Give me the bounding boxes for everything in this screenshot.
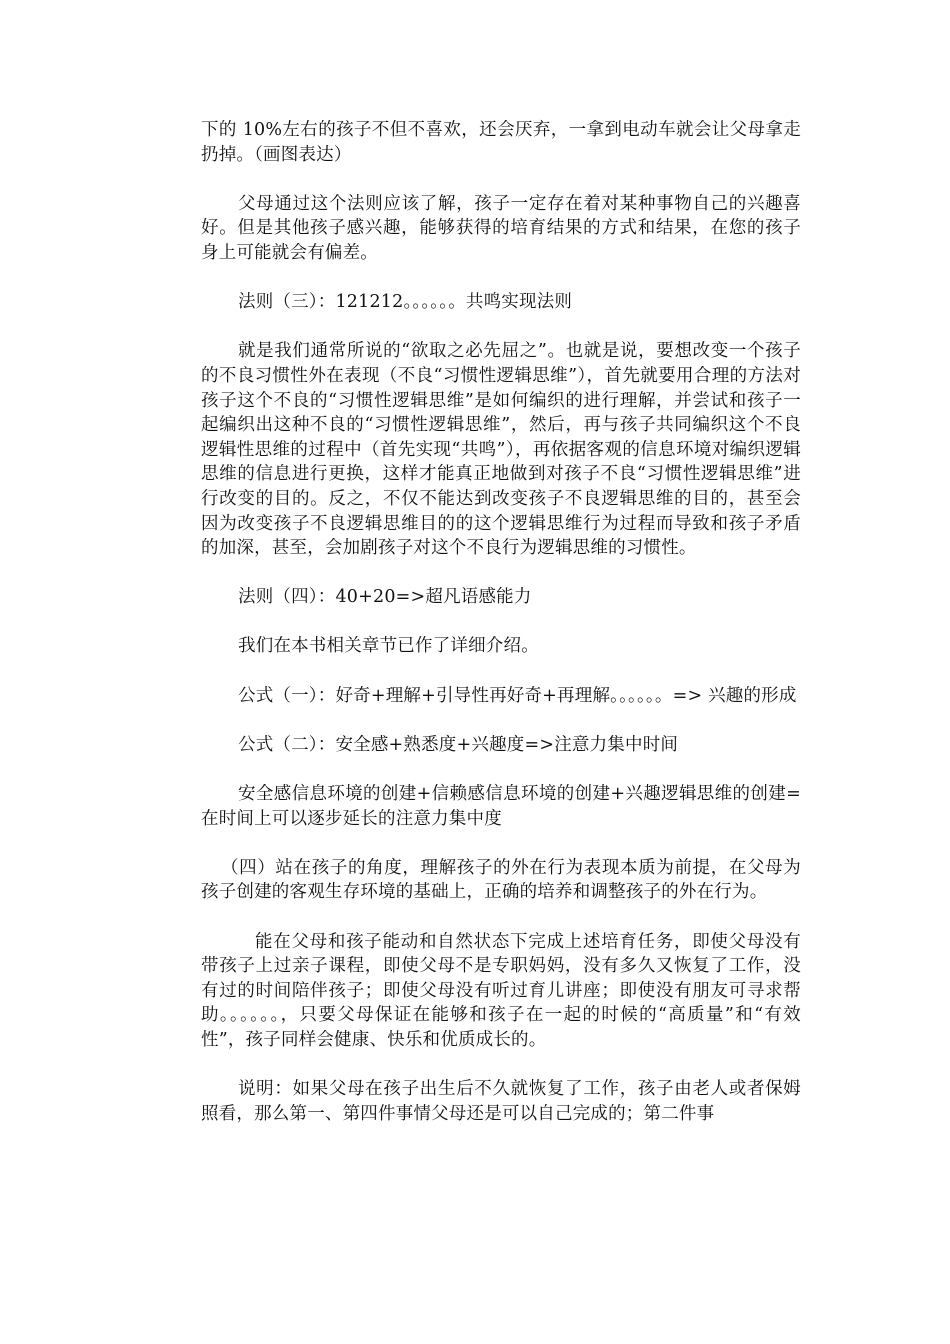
document-body xyxy=(201,118,801,1151)
paragraph-rule-understanding: 父母通过这个法则应该了解，孩子一定存在着对某种事物自己的兴趣喜好。但是其他孩子感兴趣，能够获得的培育结果的方式和结果，在您的孩子身上可能就会有偏差。 xyxy=(201,193,801,263)
paragraph-note: 说明：如果父母在孩子出生后不久就恢复了工作，孩子由老人或者保姆照看，那么第一、第四件事情父母还是可以自己完成的；第二件事 xyxy=(201,1079,801,1124)
paragraph-quality-time: 能在父母和孩子能动和自然状态下完成上述培育任务，即使父母没有带孩子上过亲子课程，即使父母不是专职妈妈，没有多久又恢复了工作，没有过的时间陪伴孩子；即使父母没有听过育儿讲座；即使没有朋友可寻求帮助。。。。。。，只要父母保证在能够和孩子在一起的时候的“高质量”和“有效性”，孩子同样会健康、快乐和优质成长的。 xyxy=(201,931,801,1050)
formula-two: 公式（二）：安全感+熟悉度+兴趣度=>注意力集中时间 xyxy=(238,734,679,755)
paragraph-book-reference: 我们在本书相关章节已作了详细介绍。 xyxy=(238,636,539,657)
heading-rule-three: 法则（三）：121212。。。。。。共鸣实现法则 xyxy=(238,292,573,313)
formula-one: 公式（一）：好奇+理解+引导性再好奇+再理解。。。。。。=> 兴趣的形成 xyxy=(238,685,797,706)
paragraph-continuation: 下的 10%左右的孩子不但不喜欢，还会厌弃，一拿到电动车就会让父母拿走扔掉。（画图表达） xyxy=(201,120,801,165)
section-four-heading: （四）站在孩子的角度，理解孩子的外在行为表现本质为前提，在父母为孩子创建的客观生存环境的基础上，正确的培养和调整孩子的外在行为。 xyxy=(201,857,801,903)
heading-rule-four: 法则（四）：40+20=>超凡语感能力 xyxy=(238,587,532,608)
paragraph-rule-three-body: 就是我们通常所说的“欲取之必先屈之”。也就是说，要想改变一个孩子的不良习惯性外在表现（不良“习惯性逻辑思维”），首先就要用合理的方法对孩子这个不良的“习惯性逻辑思维”是如何编织的进行理解，并尝试和孩子一起编织出这种不良的“习惯性逻辑思维”，然后，再与孩子共同编织这个不良逻辑性思维的过程中（首先实现“共鸣”），再依据客观的信息环境对编织逻辑思维的信息进行更换，这样才能真正地做到对孩子不良“习惯性逻辑思维”进行改变的目的。反之，不仅不能达到改变孩子不良逻辑思维的目的，甚至会因为改变孩子不良逻辑思维目的的这个逻辑思维行为过程而导致和孩子矛盾的加深，甚至，会加剧孩子对这个不良行为逻辑思维的习惯性。 xyxy=(201,341,801,559)
formula-two-expansion: 安全感信息环境的创建+信赖感信息环境的创建+兴趣逻辑思维的创建=在时间上可以逐步延长的注意力集中度 xyxy=(201,784,801,829)
